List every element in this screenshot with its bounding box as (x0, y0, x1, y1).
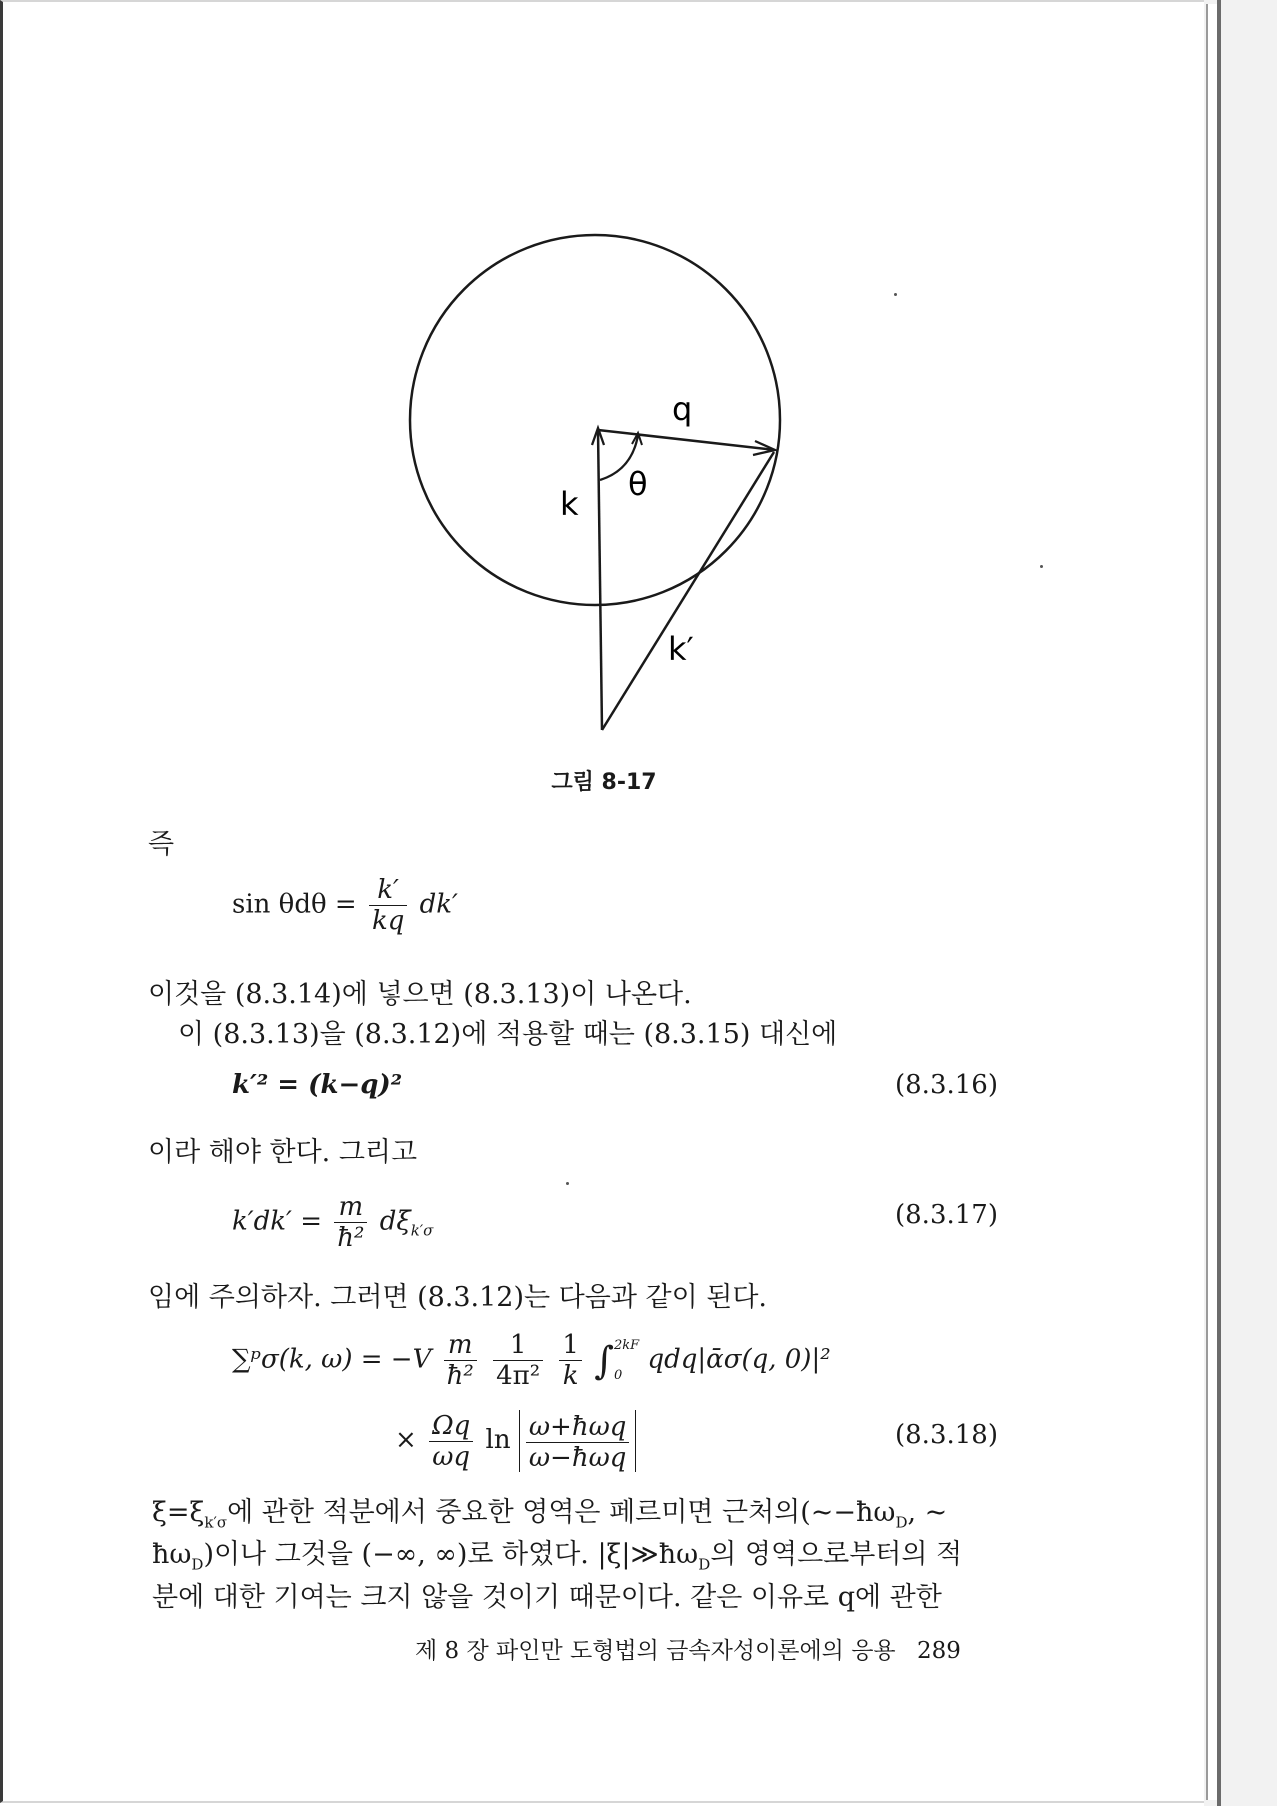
text-subscript: D (895, 1513, 908, 1532)
eq-denominator: ω−ħωq (528, 1443, 627, 1473)
label-theta: θ (628, 465, 648, 503)
equation-sin-theta (232, 875, 458, 936)
text-subscript: D (698, 1555, 711, 1574)
eq-denominator: ωq (432, 1441, 471, 1472)
paragraph-text: 이것을 (8.3.14)에 넣으면 (8.3.13)이 나온다. (148, 979, 692, 1010)
vector-k (598, 430, 602, 730)
eq-numerator: 1 (493, 1330, 543, 1361)
eq-fraction (444, 1330, 477, 1391)
eq-denominator: ħ² (337, 1223, 365, 1253)
eq-fraction (493, 1330, 543, 1391)
paragraph-text: 임에 주의하자. 그러면 (8.3.12)는 다음과 같이 된다. (148, 1282, 767, 1313)
page-number: 289 (916, 1638, 961, 1664)
equation-number: (8.3.16) (895, 1070, 998, 1100)
text-subscript: D (191, 1555, 204, 1574)
eq-lhs: ∑ᵖσ(k, ω) = −V (232, 1344, 432, 1375)
fermi-circle (410, 235, 780, 605)
equation-8-3-18-line2 (395, 1410, 636, 1472)
text-span: , ~ (907, 1497, 948, 1528)
running-footer (415, 1632, 961, 1665)
text-span: ħω (152, 1539, 192, 1570)
eq-numerator: k′ (369, 875, 407, 906)
equation-number: (8.3.18) (895, 1420, 998, 1450)
eq-rhs: dk′ (419, 889, 458, 920)
print-speck (894, 293, 897, 296)
eq-denominator: kq (371, 906, 405, 936)
integral-limits (614, 1331, 639, 1391)
eq-rhs: qdq|ᾱσ(q, 0)|² (647, 1344, 831, 1375)
eq-fraction (429, 1411, 473, 1472)
print-speck (566, 1182, 569, 1185)
print-speck (1040, 565, 1043, 568)
equation-8-3-18-line1 (232, 1330, 831, 1391)
eq-numerator: m (444, 1330, 477, 1361)
page-stack-outer (1217, 0, 1221, 1806)
integral-lower: 0 (614, 1367, 623, 1383)
label-k: k (560, 485, 579, 523)
eq-fraction (334, 1192, 367, 1253)
equation-8-3-17 (232, 1192, 433, 1253)
figure-caption: 그림 8-17 (551, 770, 657, 795)
eq-times: × (395, 1425, 417, 1455)
paragraph-text: 분에 대한 기여는 크지 않을 것이기 때문이다. 같은 이유로 q에 관한 (152, 1582, 942, 1613)
paragraph-text: 이라 해야 한다. 그리고 (148, 1137, 418, 1168)
chapter-title: 제 8 장 파인만 도형법의 금속자성이론에의 응용 (415, 1638, 896, 1664)
eq-fraction (369, 875, 407, 936)
paragraph-text: 즉 (148, 829, 175, 860)
eq-denominator: k (562, 1361, 579, 1391)
integral-sign: ∫ (594, 1338, 615, 1383)
equation-number: (8.3.17) (895, 1200, 998, 1230)
eq-lhs: sin θdθ = (232, 889, 357, 920)
eq-lhs: k′dk′ = (232, 1206, 323, 1237)
eq-numerator: ω+ħωq (526, 1412, 630, 1443)
abs-value (519, 1410, 637, 1472)
equation-8-3-16: k′² = (k−q)² (232, 1070, 403, 1100)
text-span: 의 영역으로부터의 적 (710, 1539, 963, 1570)
text-span: ξ=ξ (152, 1497, 205, 1528)
paragraph-text (152, 1532, 962, 1573)
eq-numerator: m (334, 1192, 367, 1223)
paragraph-text: 이 (8.3.13)을 (8.3.12)에 적용할 때는 (8.3.15) 대신에 (178, 1019, 838, 1050)
eq-ln: ln (485, 1425, 511, 1455)
book-edge-strip (1204, 0, 1277, 1806)
label-kprime: k′ (668, 630, 694, 668)
eq-fraction (559, 1330, 582, 1391)
text-subscript: k′σ (204, 1513, 228, 1532)
eq-denominator: 4π² (496, 1361, 541, 1391)
eq-subscript: k′σ (410, 1221, 434, 1240)
eq-rhs: dξ (379, 1206, 411, 1237)
eq-numerator: 1 (559, 1330, 582, 1361)
eq-fraction (526, 1412, 630, 1473)
text-span: 에 관한 적분에서 중요한 영역은 페르미면 근처의(~−ħω (227, 1497, 896, 1528)
eq-numerator: Ωq (429, 1411, 473, 1442)
vector-q (598, 430, 775, 450)
text-span: )이나 그것을 (−∞, ∞)로 하였다. |ξ|≫ħω (203, 1539, 699, 1570)
label-q: q (672, 390, 693, 428)
eq-denominator: ħ² (446, 1361, 474, 1391)
integral-upper: 2kF (614, 1337, 640, 1353)
vector-circle-diagram (380, 230, 820, 750)
paragraph-text (152, 1490, 947, 1531)
